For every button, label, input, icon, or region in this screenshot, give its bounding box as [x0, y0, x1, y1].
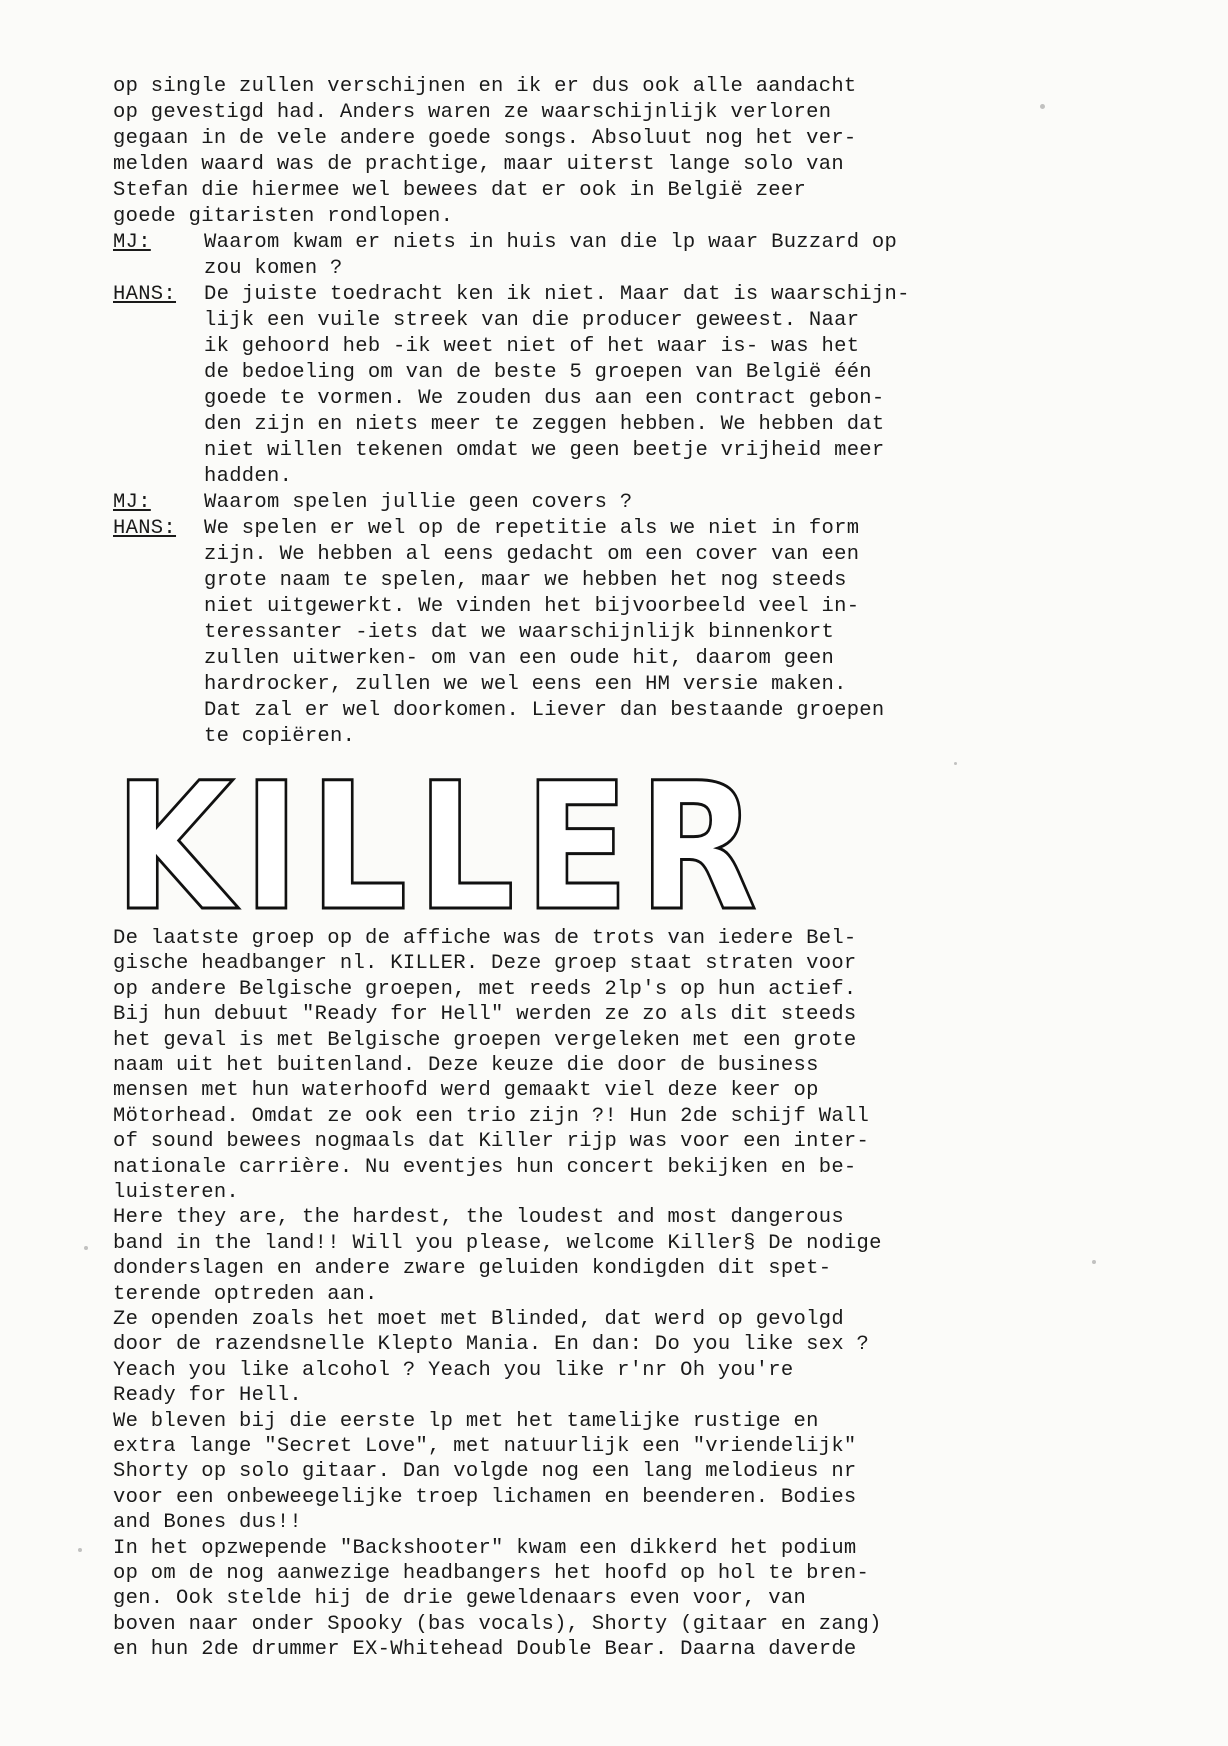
article-line: Shorty op solo gitaar. Dan volgde nog een lang melodieus nr — [113, 1460, 857, 1484]
article-line: Here they are, the hardest, the loudest and most dangerous — [113, 1206, 844, 1230]
article-line: Bij hun debuut "Ready for Hell" werden ze zo als dit steeds — [113, 1003, 857, 1027]
article-line: nationale carrière. Nu eventjes hun concert bekijken en be- — [113, 1155, 857, 1179]
interview-line: lijk een vuile streek van die producer geweest. Naar — [204, 309, 860, 332]
copy-speck — [1092, 1260, 1096, 1264]
speaker-label: MJ: — [113, 231, 151, 254]
interview-line: goede te vormen. We zouden dus aan een contract gebon- — [204, 387, 885, 410]
interview-line: teressanter -iets dat we waarschijnlijk binnenkort — [204, 621, 835, 644]
article-line: Ready for Hell. — [113, 1384, 303, 1408]
interview-line: Waarom spelen jullie geen covers ? — [204, 491, 633, 514]
article-line: extra lange "Secret Love", met natuurlijk een "vriendelijk" — [113, 1435, 857, 1458]
interview-line: melden waard was de prachtige, maar uiterst lange solo van — [113, 153, 844, 176]
article-line: op om de nog aanwezige headbangers het hoofd op hol te bren- — [113, 1562, 870, 1585]
article-line: and Bones dus!! — [113, 1511, 303, 1535]
article-line: gische headbanger nl. KILLER. Deze groep staat straten voor — [113, 952, 857, 976]
article-line: het geval is met Belgische groepen vergeleken met een grote — [113, 1028, 857, 1052]
article-line: door de razendsnelle Klepto Mania. En dan: Do you like sex ? — [113, 1333, 870, 1357]
copy-speck — [78, 1548, 82, 1552]
article-line: donderslagen en andere zware geluiden kondigden dit spet- — [113, 1257, 832, 1281]
article-line: luisteren. — [113, 1181, 240, 1204]
killer-heading-text: KILLER — [114, 772, 766, 914]
article-line: en hun 2de drummer EX-Whitehead Double Bear. Daarna daverde — [113, 1638, 857, 1662]
interview-line: de bedoeling om van de beste 5 groepen van België één — [204, 361, 872, 384]
speaker-label: HANS: — [113, 283, 177, 306]
interview-line: zou komen ? — [204, 257, 343, 280]
copy-speck — [954, 762, 957, 765]
interview-line: op single zullen verschijnen en ik er dus ook alle aandacht — [113, 75, 857, 98]
article-line: gen. Ook stelde hij de drie geweldenaars even voor, van — [113, 1587, 807, 1611]
killer-heading — [110, 772, 770, 914]
interview-line: De juiste toedracht ken ik niet. Maar dat is waarschijn- — [204, 283, 910, 306]
interview-line: hardrocker, zullen we wel eens een HM versie maken. — [204, 673, 847, 696]
article-line: Yeach you like alcohol ? Yeach you like r'nr Oh you're — [113, 1358, 794, 1382]
speaker-label: HANS: — [113, 517, 177, 540]
interview-line: te copiëren. — [204, 725, 356, 748]
interview-line: ik gehoord heb -ik weet niet of het waar is- was het — [204, 335, 860, 358]
article-line: naam uit het buitenland. Deze keuze die door de business — [113, 1054, 819, 1077]
article-line: op andere Belgische groepen, met reeds 2lp's op hun actief. — [113, 977, 857, 1001]
article-line: band in the land!! Will you please, welcome Killer§ De nodige — [113, 1231, 882, 1255]
interview-line: We spelen er wel op de repetitie als we niet in form — [204, 517, 860, 540]
interview-line: Waarom kwam er niets in huis van die lp waar Buzzard op — [204, 231, 898, 254]
interview-line: gegaan in de vele andere goede songs. Absoluut nog het ver- — [113, 127, 857, 150]
copy-speck — [1040, 104, 1045, 109]
article-line: Ze openden zoals het moet met Blinded, dat werd op gevolgd — [113, 1308, 844, 1331]
copy-speck — [84, 1246, 88, 1250]
article-line: We bleven bij die eerste lp met het tamelijke rustige en — [113, 1409, 819, 1433]
interview-line: niet willen tekenen omdat we geen beetje vrijheid meer — [204, 439, 885, 462]
killer-heading-svg — [110, 772, 770, 914]
article-line: boven naar onder Spooky (bas vocals), Shorty (gitaar en zang) — [113, 1612, 882, 1636]
article-line: voor een onbeweegelijke troep lichamen en beenderen. Bodies — [113, 1485, 857, 1509]
article-line: De laatste groep op de affiche was de trots van iedere Bel- — [113, 927, 857, 950]
article-line: terende optreden aan. — [113, 1282, 378, 1306]
interview-line: den zijn en niets meer te zeggen hebben. We hebben dat — [204, 413, 885, 436]
article-line: Mötorhead. Omdat ze ook een trio zijn ?! Hun 2de schijf Wall — [113, 1104, 870, 1128]
interview-line: hadden. — [204, 465, 293, 488]
article-line: In het opzwepende "Backshooter" kwam een dikkerd het podium — [113, 1536, 857, 1560]
interview-line: grote naam te spelen, maar we hebben het nog steeds — [204, 569, 847, 592]
article-line: mensen met hun waterhoofd werd gemaakt viel deze keer op — [113, 1079, 819, 1103]
article-line: of sound bewees nogmaals dat Killer rijp was voor een inter- — [113, 1130, 870, 1154]
speaker-label: MJ: — [113, 491, 151, 514]
interview-line: Stefan die hiermee wel bewees dat er ook in België zeer — [113, 179, 807, 202]
interview-line: Dat zal er wel doorkomen. Liever dan bestaande groepen — [204, 699, 885, 722]
interview-line: zullen uitwerken- om van een oude hit, daarom geen — [204, 647, 835, 670]
interview-line: niet uitgewerkt. We vinden het bijvoorbeeld veel in- — [204, 595, 860, 618]
interview-line: op gevestigd had. Anders waren ze waarschijnlijk verloren — [113, 101, 832, 124]
interview-line: goede gitaristen rondlopen. — [113, 205, 454, 228]
interview-line: zijn. We hebben al eens gedacht om een cover van een — [204, 543, 860, 566]
